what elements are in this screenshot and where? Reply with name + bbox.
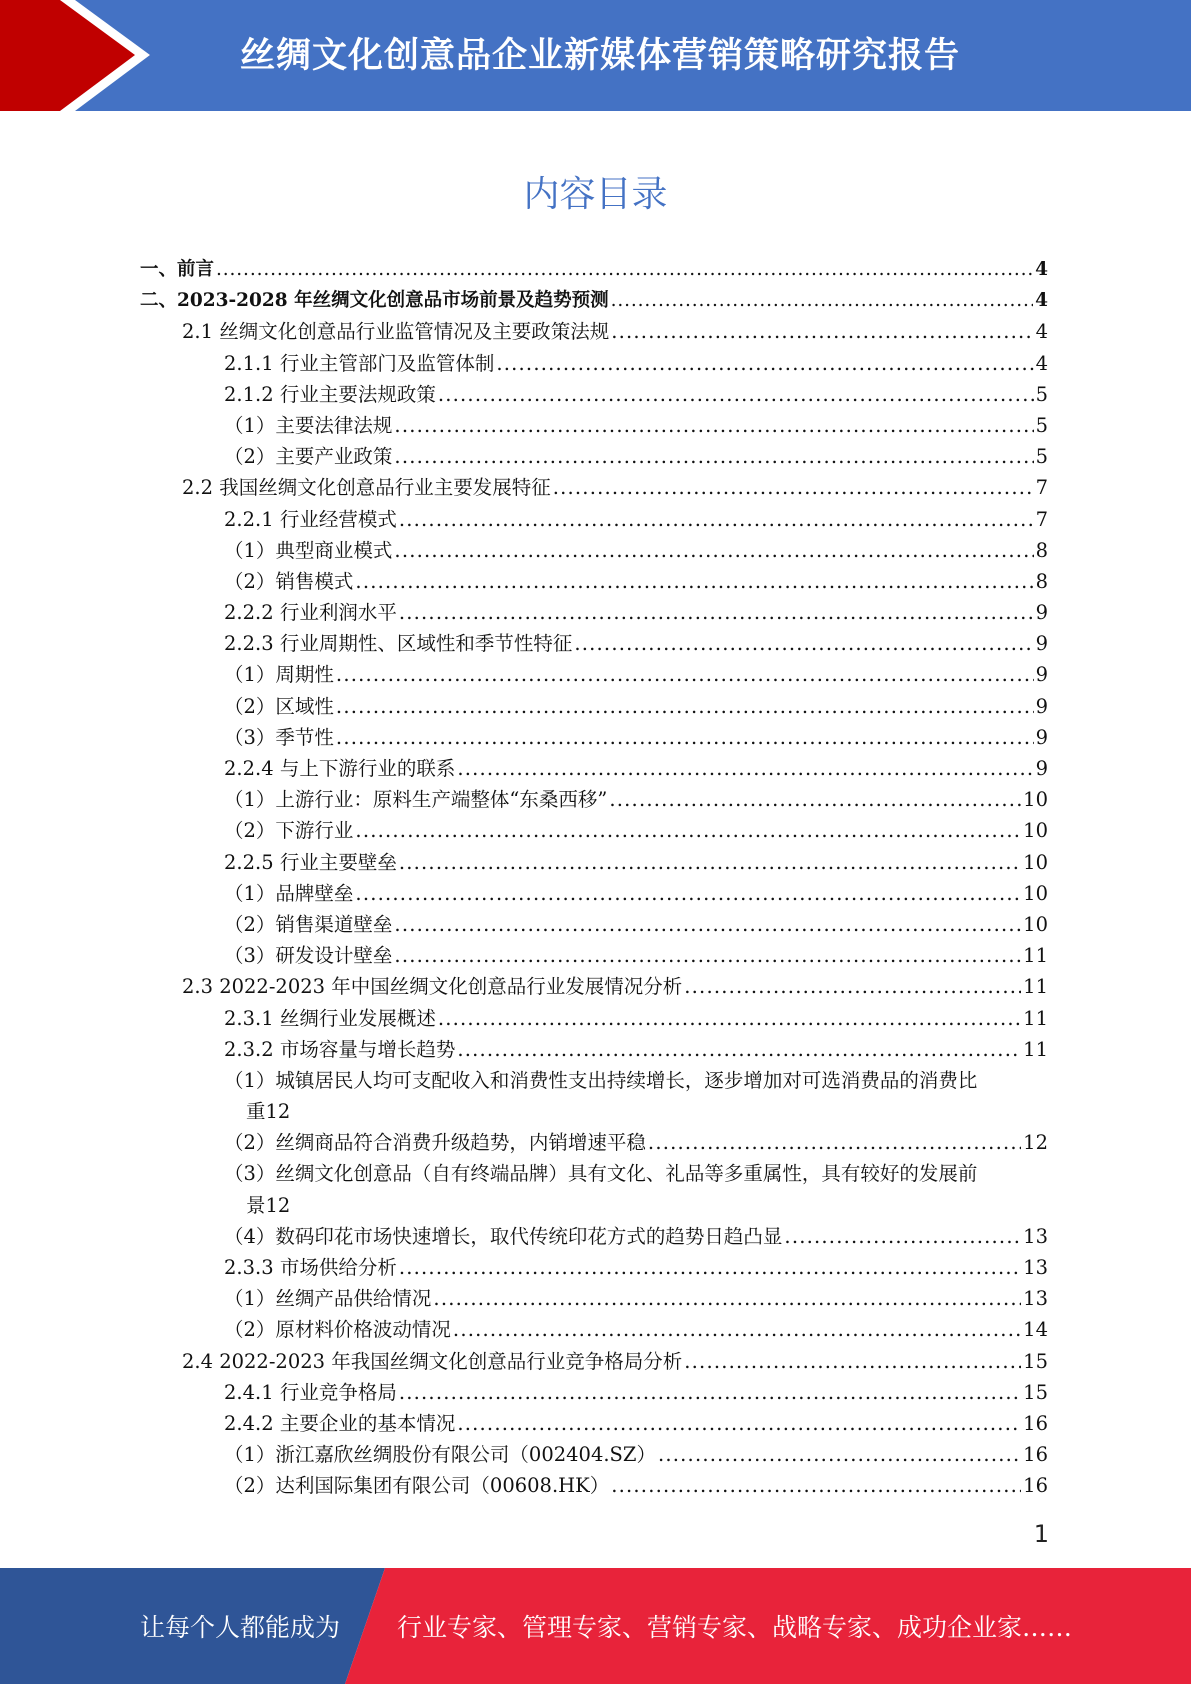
toc-entry-wrapped[interactable]: （3）丝绸文化创意品（自有终端品牌）具有文化、礼品等多重属性，具有较好的发展前 景 12 bbox=[140, 1158, 1048, 1220]
page-number: 1 bbox=[1033, 1520, 1049, 1548]
toc-entry[interactable]: 2.2.2 行业利润水平 . . . 9 bbox=[140, 597, 1048, 628]
toc-entry[interactable]: 2.3.3 市场供给分析 . . . 13 bbox=[140, 1252, 1048, 1283]
report-title: 丝绸文化创意品企业新媒体营销策略研究报告 bbox=[239, 36, 960, 76]
toc-entry[interactable]: （2）区域性 . . . 9 bbox=[140, 691, 1048, 722]
toc-entry[interactable]: （1）浙江嘉欣丝绸股份有限公司（002404.SZ） . . . 16 bbox=[140, 1439, 1048, 1470]
toc-entry[interactable]: 2.3 2022-2023 年中国丝绸文化创意品行业发展情况分析 . . . 11 bbox=[140, 971, 1048, 1002]
toc-entry[interactable]: （3）季节性 . . . 9 bbox=[140, 722, 1048, 753]
toc-entry[interactable]: 2.2.3 行业周期性、区域性和季节性特征 . . . 9 bbox=[140, 628, 1048, 659]
toc-entry[interactable]: 2.2.1 行业经营模式 . . . 7 bbox=[140, 504, 1048, 535]
toc-entry[interactable]: 2.3.2 市场容量与增长趋势 . . . 11 bbox=[140, 1034, 1048, 1065]
footer-slogan-left: 让每个人都能成为 bbox=[140, 1613, 341, 1642]
toc-entry[interactable]: 2.2.5 行业主要壁垒 . . . 10 bbox=[140, 847, 1048, 878]
toc-entry[interactable]: 2.3.1 丝绸行业发展概述 . . . 11 bbox=[140, 1003, 1048, 1034]
footer-slogan-right: 行业专家、管理专家、营销专家、战略专家、成功企业家…… bbox=[397, 1613, 1073, 1642]
toc-entry[interactable]: （2）主要产业政策 . . . 5 bbox=[140, 441, 1048, 472]
toc-entry-label: （3）丝绸文化创意品（自有终端品牌）具有文化、礼品等多重属性，具有较好的发展前 bbox=[224, 1162, 978, 1186]
toc-entry[interactable]: （1）主要法律法规 . . . 5 bbox=[140, 410, 1048, 441]
toc-entry[interactable]: 2.1 丝绸文化创意品行业监管情况及主要政策法规 . . . 4 bbox=[140, 316, 1048, 347]
toc-entry[interactable]: 2.4 2022-2023 年我国丝绸文化创意品行业竞争格局分析 . . . 15 bbox=[140, 1346, 1048, 1377]
toc-entry-wrapped[interactable]: （1）城镇居民人均可支配收入和消费性支出持续增长，逐步增加对可选消费品的消费比 重 12 bbox=[140, 1065, 1048, 1127]
toc-entry[interactable]: （3）研发设计壁垒 . . . 11 bbox=[140, 940, 1048, 971]
toc-entry[interactable]: （2）达利国际集团有限公司（00608.HK） . . . 16 bbox=[140, 1470, 1048, 1501]
table-of-contents bbox=[140, 254, 1048, 1502]
toc-entry[interactable]: （1）上游行业：原料生产端整体“东桑西移” . . . 10 bbox=[140, 784, 1048, 815]
toc-entry[interactable]: 2.1.2 行业主要法规政策 . . . 5 bbox=[140, 379, 1048, 410]
toc-entry[interactable]: （2）销售模式 . . . 8 bbox=[140, 566, 1048, 597]
toc-heading: 内容目录 bbox=[523, 174, 668, 215]
toc-entry[interactable]: （1）周期性 . . . 9 bbox=[140, 659, 1048, 690]
toc-entry[interactable]: 2.4.1 行业竞争格局 . . . 15 bbox=[140, 1377, 1048, 1408]
toc-entry[interactable]: （2）原材料价格波动情况 . . . 14 bbox=[140, 1314, 1048, 1345]
toc-entry[interactable]: 2.1.1 行业主管部门及监管体制 . . . 4 bbox=[140, 348, 1048, 379]
toc-entry[interactable]: （2）销售渠道壁垒 . . . 10 bbox=[140, 909, 1048, 940]
toc-entry[interactable]: 一、前言 . . . 4 bbox=[140, 254, 1048, 285]
toc-entry-label: （1）城镇居民人均可支配收入和消费性支出持续增长，逐步增加对可选消费品的消费比 bbox=[224, 1068, 978, 1092]
toc-entry[interactable]: （1）品牌壁垒 . . . 10 bbox=[140, 878, 1048, 909]
toc-entry[interactable]: （2）下游行业 . . . 10 bbox=[140, 815, 1048, 846]
toc-entry[interactable]: 2.4.2 主要企业的基本情况 . . . 16 bbox=[140, 1408, 1048, 1439]
toc-entry[interactable]: （1）丝绸产品供给情况 . . . 13 bbox=[140, 1283, 1048, 1314]
toc-entry[interactable]: （1）典型商业模式 . . . 8 bbox=[140, 535, 1048, 566]
page-header-band bbox=[0, 0, 1191, 111]
toc-entry[interactable]: （2）丝绸商品符合消费升级趋势，内销增速平稳 . . . 12 bbox=[140, 1127, 1048, 1158]
toc-entry[interactable]: （4）数码印花市场快速增长，取代传统印花方式的趋势日趋凸显 . . . 13 bbox=[140, 1221, 1048, 1252]
toc-entry[interactable]: 2.2.4 与上下游行业的联系 . . . 9 bbox=[140, 753, 1048, 784]
toc-entry[interactable]: 二、2023-2028 年丝绸文化创意品市场前景及趋势预测 . . . 4 bbox=[140, 285, 1048, 316]
page-footer-band bbox=[0, 1568, 1191, 1684]
toc-entry[interactable]: 2.2 我国丝绸文化创意品行业主要发展特征 . . . 7 bbox=[140, 472, 1048, 503]
